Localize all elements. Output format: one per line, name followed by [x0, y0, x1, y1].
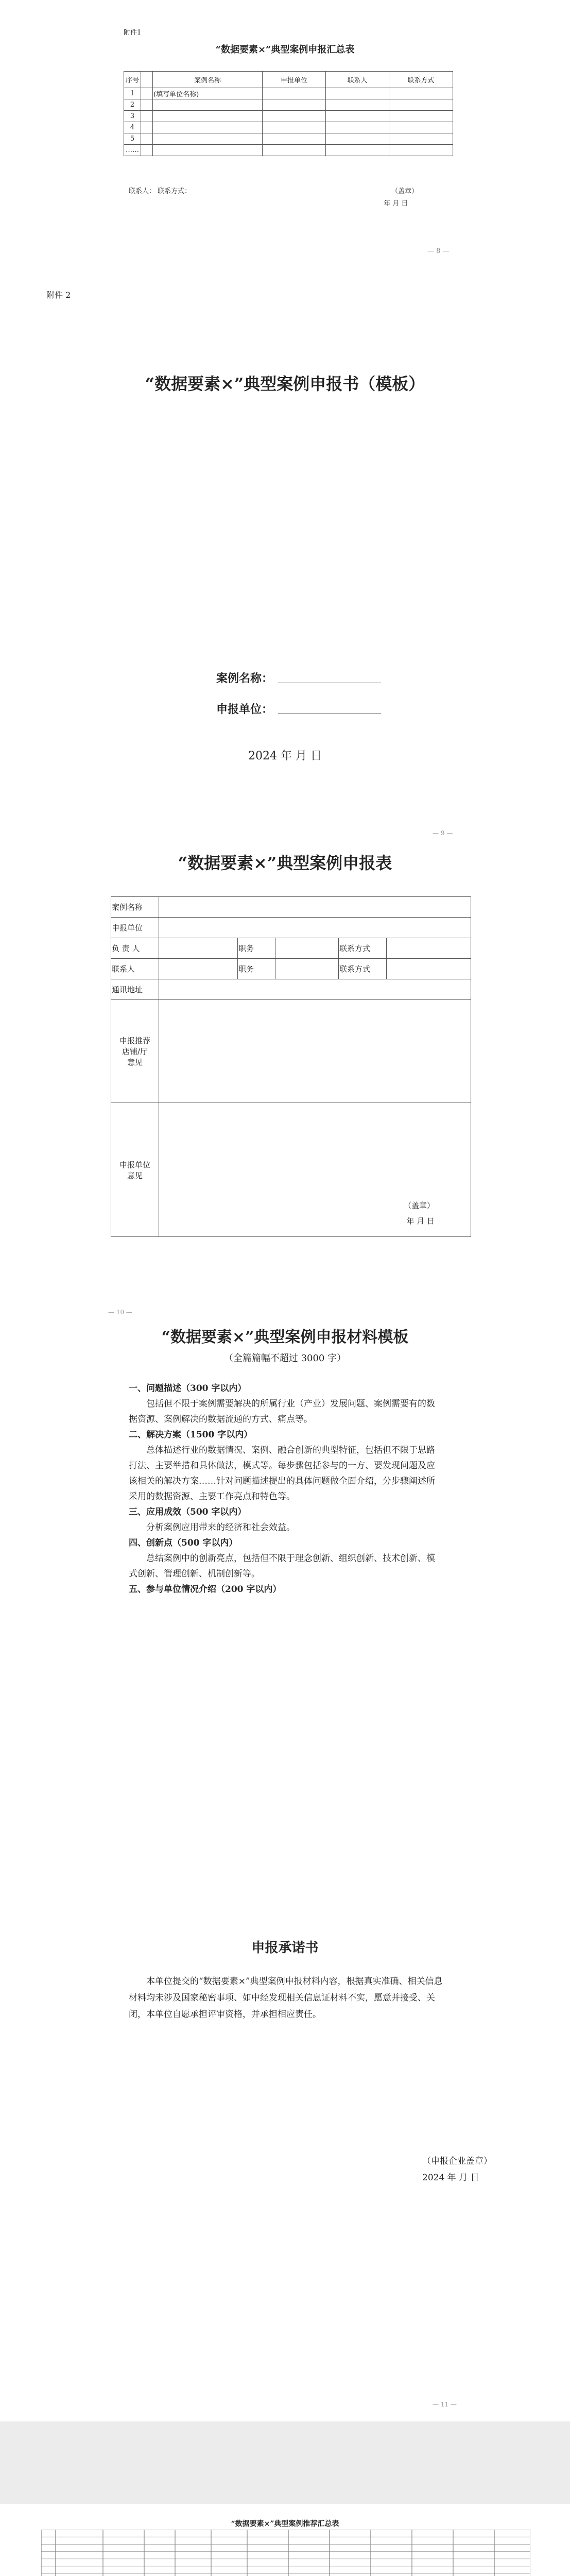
form-title: “数据要素×”典型案例申报表 — [178, 853, 392, 873]
row-label: 申报推荐 店铺/厅 意见 — [111, 1000, 159, 1103]
stamp-label: （盖章） — [403, 1201, 435, 1210]
leader-title-cell[interactable] — [275, 938, 339, 959]
application-form-table — [111, 896, 471, 1237]
row-num: 2 — [124, 99, 141, 111]
col-header-phone: 联系方式 — [389, 72, 453, 88]
case-name-cell[interactable] — [159, 897, 471, 918]
template-subtitle: （全篇篇幅不超过 3000 字） — [223, 1353, 347, 1364]
pledge-body: 本单位提交的“数据要素×”典型案例申报材料内容，根据真实准确、相关信息材料均未涉及国家秘密事项、如中经发现相关信息证材料不实，愿意并接受、关闭，本单位自愿承担评审资格，并承担相应责任。 — [129, 1976, 443, 2020]
col-header-unit: 申报单位 — [263, 72, 326, 88]
recommend-opinion-cell[interactable] — [159, 1000, 471, 1103]
pledge-sign: （申报企业盖章） — [422, 2156, 492, 2166]
row-label: 联系人 — [111, 959, 159, 979]
page-mark: — 11 — — [433, 2401, 457, 2408]
section-heading: 三、应用成效（500 字以内） — [129, 1507, 247, 1517]
row-label: 负 责 人 — [111, 938, 159, 959]
attachment-label: 附件1 — [124, 29, 142, 37]
unit-cell[interactable] — [159, 918, 471, 938]
section-heading: 二、解决方案（1500 字以内） — [129, 1430, 253, 1440]
row-num: 3 — [124, 111, 141, 122]
section-text: 包括但不限于案例需要解决的所属行业（产业）发展问题、案例需要有的数据资源、案例解决的数据流通的方式、痛点等。 — [129, 1399, 435, 1425]
page-attachment-2 — [0, 268, 570, 783]
row-num: …… — [124, 145, 141, 156]
contact-cell[interactable] — [159, 959, 238, 979]
address-cell[interactable] — [159, 979, 471, 1000]
section-heading: 一、问题描述（300 字以内） — [129, 1383, 247, 1394]
row-label: 申报单位 — [111, 918, 159, 938]
summary-table — [124, 71, 453, 156]
leader-cell[interactable] — [159, 938, 238, 959]
template-body — [129, 1381, 443, 1597]
page-pledge — [0, 1906, 570, 2421]
pledge-date: 2024 年 月 日 — [422, 2173, 479, 2183]
row-label: 申报单位 意见 — [111, 1103, 159, 1237]
case-name-label: 案例名称： — [216, 672, 273, 685]
summary-footer-stamp: （盖章） — [391, 188, 419, 195]
page-mark: — 9 — — [433, 829, 453, 837]
col-header-no: 序号 — [124, 72, 141, 88]
row-label: 职务 — [238, 959, 275, 979]
leader-phone-cell[interactable] — [387, 938, 471, 959]
application-cover-title: “数据要素×”典型案例申报书（模板） — [145, 374, 425, 394]
page-application-form — [0, 783, 570, 1288]
section-heading: 四、创新点（500 字以内） — [129, 1538, 238, 1548]
unit-opinion-cell[interactable] — [159, 1103, 471, 1237]
page-mark: — 10 — — [108, 1309, 132, 1316]
stamp-date: 年 月 日 — [406, 1216, 435, 1226]
page-recommend-summary — [0, 2504, 570, 2576]
col-header-blank — [141, 72, 153, 88]
summary-footer-date: 年 月 日 — [384, 200, 408, 208]
page-attachment-1 — [0, 0, 570, 268]
contact-title-cell[interactable] — [275, 959, 339, 979]
col-header-case: 案例名称 — [153, 72, 263, 88]
row-label: 案例名称 — [111, 897, 159, 918]
row-label: 通讯地址 — [111, 979, 159, 1000]
row-label: 职务 — [238, 938, 275, 959]
contact-phone-cell[interactable] — [387, 959, 471, 979]
page-gap — [0, 2421, 570, 2504]
section-heading: 五、参与单位情况介绍（200 字以内） — [129, 1584, 282, 1595]
cover-date: 2024 年 月 日 — [248, 750, 322, 762]
row-label: 联系方式 — [339, 938, 387, 959]
summary-table-title: “数据要素×”典型案例申报汇总表 — [215, 44, 355, 55]
pledge-title: 申报承诺书 — [251, 1940, 319, 1956]
row1-note: (填写单位名称) — [153, 88, 263, 99]
section-text: 总结案例中的创新亮点，包括但不限于理念创新、组织创新、技术创新、模式创新、管理创新、机制创新等。 — [129, 1553, 435, 1579]
row-num: 4 — [124, 122, 141, 133]
section-text: 总体描述行业的数据情况、案例、融合创新的典型特征，包括但不限于思路打法、主要举措和具体做法，模式等。每步骤包括参与的一方、要发现问题及应该相关的解决方案……针对问题描述提出的具体问题做全面介绍，分步骤阐述所采用的数据资源、主要工作亮点和特色等。 — [129, 1445, 435, 1502]
col-header-contact: 联系人 — [326, 72, 389, 88]
attachment-label: 附件 2 — [46, 290, 71, 300]
unit-label: 申报单位： — [216, 703, 273, 716]
summary-footer-contact: 联系人： 联系方式： — [129, 188, 192, 195]
page-number: — 8 — — [427, 247, 450, 255]
recommend-summary-title: “数据要素×”典型案例推荐汇总表 — [231, 2520, 339, 2528]
page-template — [0, 1288, 570, 1906]
template-title: “数据要素×”典型案例申报材料模板 — [161, 1328, 409, 1346]
section-text: 分析案例应用带来的经济和社会效益。 — [146, 1522, 295, 1533]
recommend-summary-table — [41, 2530, 530, 2576]
row-label: 联系方式 — [339, 959, 387, 979]
row-num: 1 — [124, 88, 141, 99]
row-num: 5 — [124, 133, 141, 145]
